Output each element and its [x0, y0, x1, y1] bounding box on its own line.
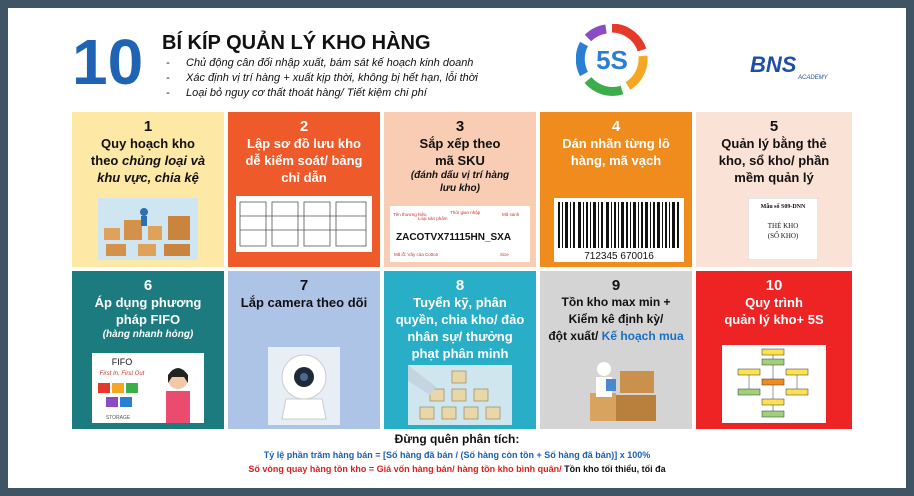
- svg-text:ACADEMY: ACADEMY: [798, 75, 828, 80]
- camera-icon: [268, 347, 340, 425]
- svg-text:Mẫu số S09-DNN: Mẫu số S09-DNN: [760, 204, 806, 210]
- footer-heading: Đừng quên phân tích:: [394, 432, 520, 446]
- card-5: 5 Quản lý bằng thẻ kho, sổ kho/ phần mềm quản lý Mẫu số S09-DNN THẺ KHO (SỔ KHO): [696, 112, 852, 267]
- svg-text:Tên thương hiệu: Tên thương hiệu: [393, 212, 427, 217]
- card-9: 9 Tồn kho max min + Kiểm kê định kỳ/ đột xuất/ Kế hoạch mua: [540, 271, 692, 429]
- bns-academy-logo-icon: [748, 54, 838, 80]
- svg-text:Thời gian nhập: Thời gian nhập: [450, 210, 481, 215]
- card-6: 6 Áp dụng phương pháp FIFO (hàng nhanh hỏng) FIFO First In, First Out STORAGE: [72, 271, 224, 429]
- svg-text:ZACOTVX71115HN_SXA: ZACOTVX71115HN_SXA: [396, 232, 512, 243]
- svg-text:712345 670016: 712345 670016: [584, 251, 654, 262]
- bullet-item: - Chủ động cân đối nhập xuất, bám sát kế hoạch kinh doanh: [166, 57, 474, 69]
- inventory-check-icon: [576, 357, 658, 423]
- svg-text:FIFO: FIFO: [111, 357, 133, 367]
- svg-text:STORAGE: STORAGE: [105, 415, 131, 421]
- bullet-item: - Loại bỏ nguy cơ thất thoát hàng/ Tiết kiệm chi phí: [166, 87, 427, 99]
- svg-text:Size: Size: [500, 252, 509, 257]
- people-network-icon: [408, 365, 512, 425]
- 5s-logo-icon: [576, 24, 648, 96]
- svg-text:Mã lỗ: Vây của Cotton: Mã lỗ: Vây của Cotton: [394, 252, 439, 257]
- card-8: 8 Tuyển kỹ, phân quyền, chia kho/ đảo nhân sự/ thưởng phạt phân minh: [384, 271, 536, 429]
- sku-label-icon: [390, 206, 530, 262]
- svg-text:BNS: BNS: [750, 54, 797, 77]
- flowchart-icon: [722, 345, 826, 423]
- svg-text:Mã sanh: Mã sanh: [502, 212, 520, 217]
- warehouse-layout-icon: [236, 196, 372, 252]
- svg-text:5S: 5S: [596, 45, 628, 75]
- card-1: 1 Quy hoạch kho theo chủng loại và khu vực, chia kệ: [72, 112, 224, 267]
- header-number: 10: [72, 26, 144, 98]
- card-3: 3 Sắp xếp theo mã SKU (đánh dấu vị trí hàng lưu kho) Tên thương hiệu Loại sản phẩm Thời gian nhập Mã sanh ZACOTVX71115HN_SXA Mã lỗ: Vây của Cotton Size: [384, 112, 536, 267]
- page-title: BÍ KÍP QUẢN LÝ KHO HÀNG: [162, 32, 431, 54]
- barcode-icon: [554, 198, 684, 262]
- bullet-item: - Xác định vị trí hàng + xuất kịp thời, không bị hết hạn, lỗi thời: [166, 72, 478, 84]
- stock-card-icon: [748, 198, 818, 260]
- card-2: 2 Lập sơ đồ lưu kho dễ kiểm soát/ bảng chỉ dẫn: [228, 112, 380, 267]
- card-7: 7 Lắp camera theo dõi: [228, 271, 380, 429]
- fifo-icon: [92, 353, 204, 423]
- svg-text:THẺ KHO: THẺ KHO: [767, 222, 799, 230]
- svg-text:First In, First Out: First In, First Out: [99, 371, 145, 377]
- warehouse-boxes-icon: [98, 198, 198, 260]
- svg-text:(SỔ KHO): (SỔ KHO): [767, 232, 799, 240]
- footer-formula-sell-rate: Tỷ lệ phần trăm hàng bán = [Số hàng đã bán / (Số hàng còn tồn + Số hàng đã bán)] x 100%: [263, 450, 651, 460]
- footer-formula-turnover: Số vòng quay hàng tồn kho = Giá vốn hàng bán/ hàng tồn kho bình quân/ Tồn kho tối thiểu, tối đa: [248, 464, 666, 474]
- header-bullets: [166, 56, 478, 101]
- card-10: 10 Quy trình quản lý kho+ 5S: [696, 271, 852, 429]
- card-4: 4 Dán nhãn từng lô hàng, mã vạch 712345 670016: [540, 112, 692, 267]
- svg-text:Loại sản phẩm: Loại sản phẩm: [418, 216, 448, 221]
